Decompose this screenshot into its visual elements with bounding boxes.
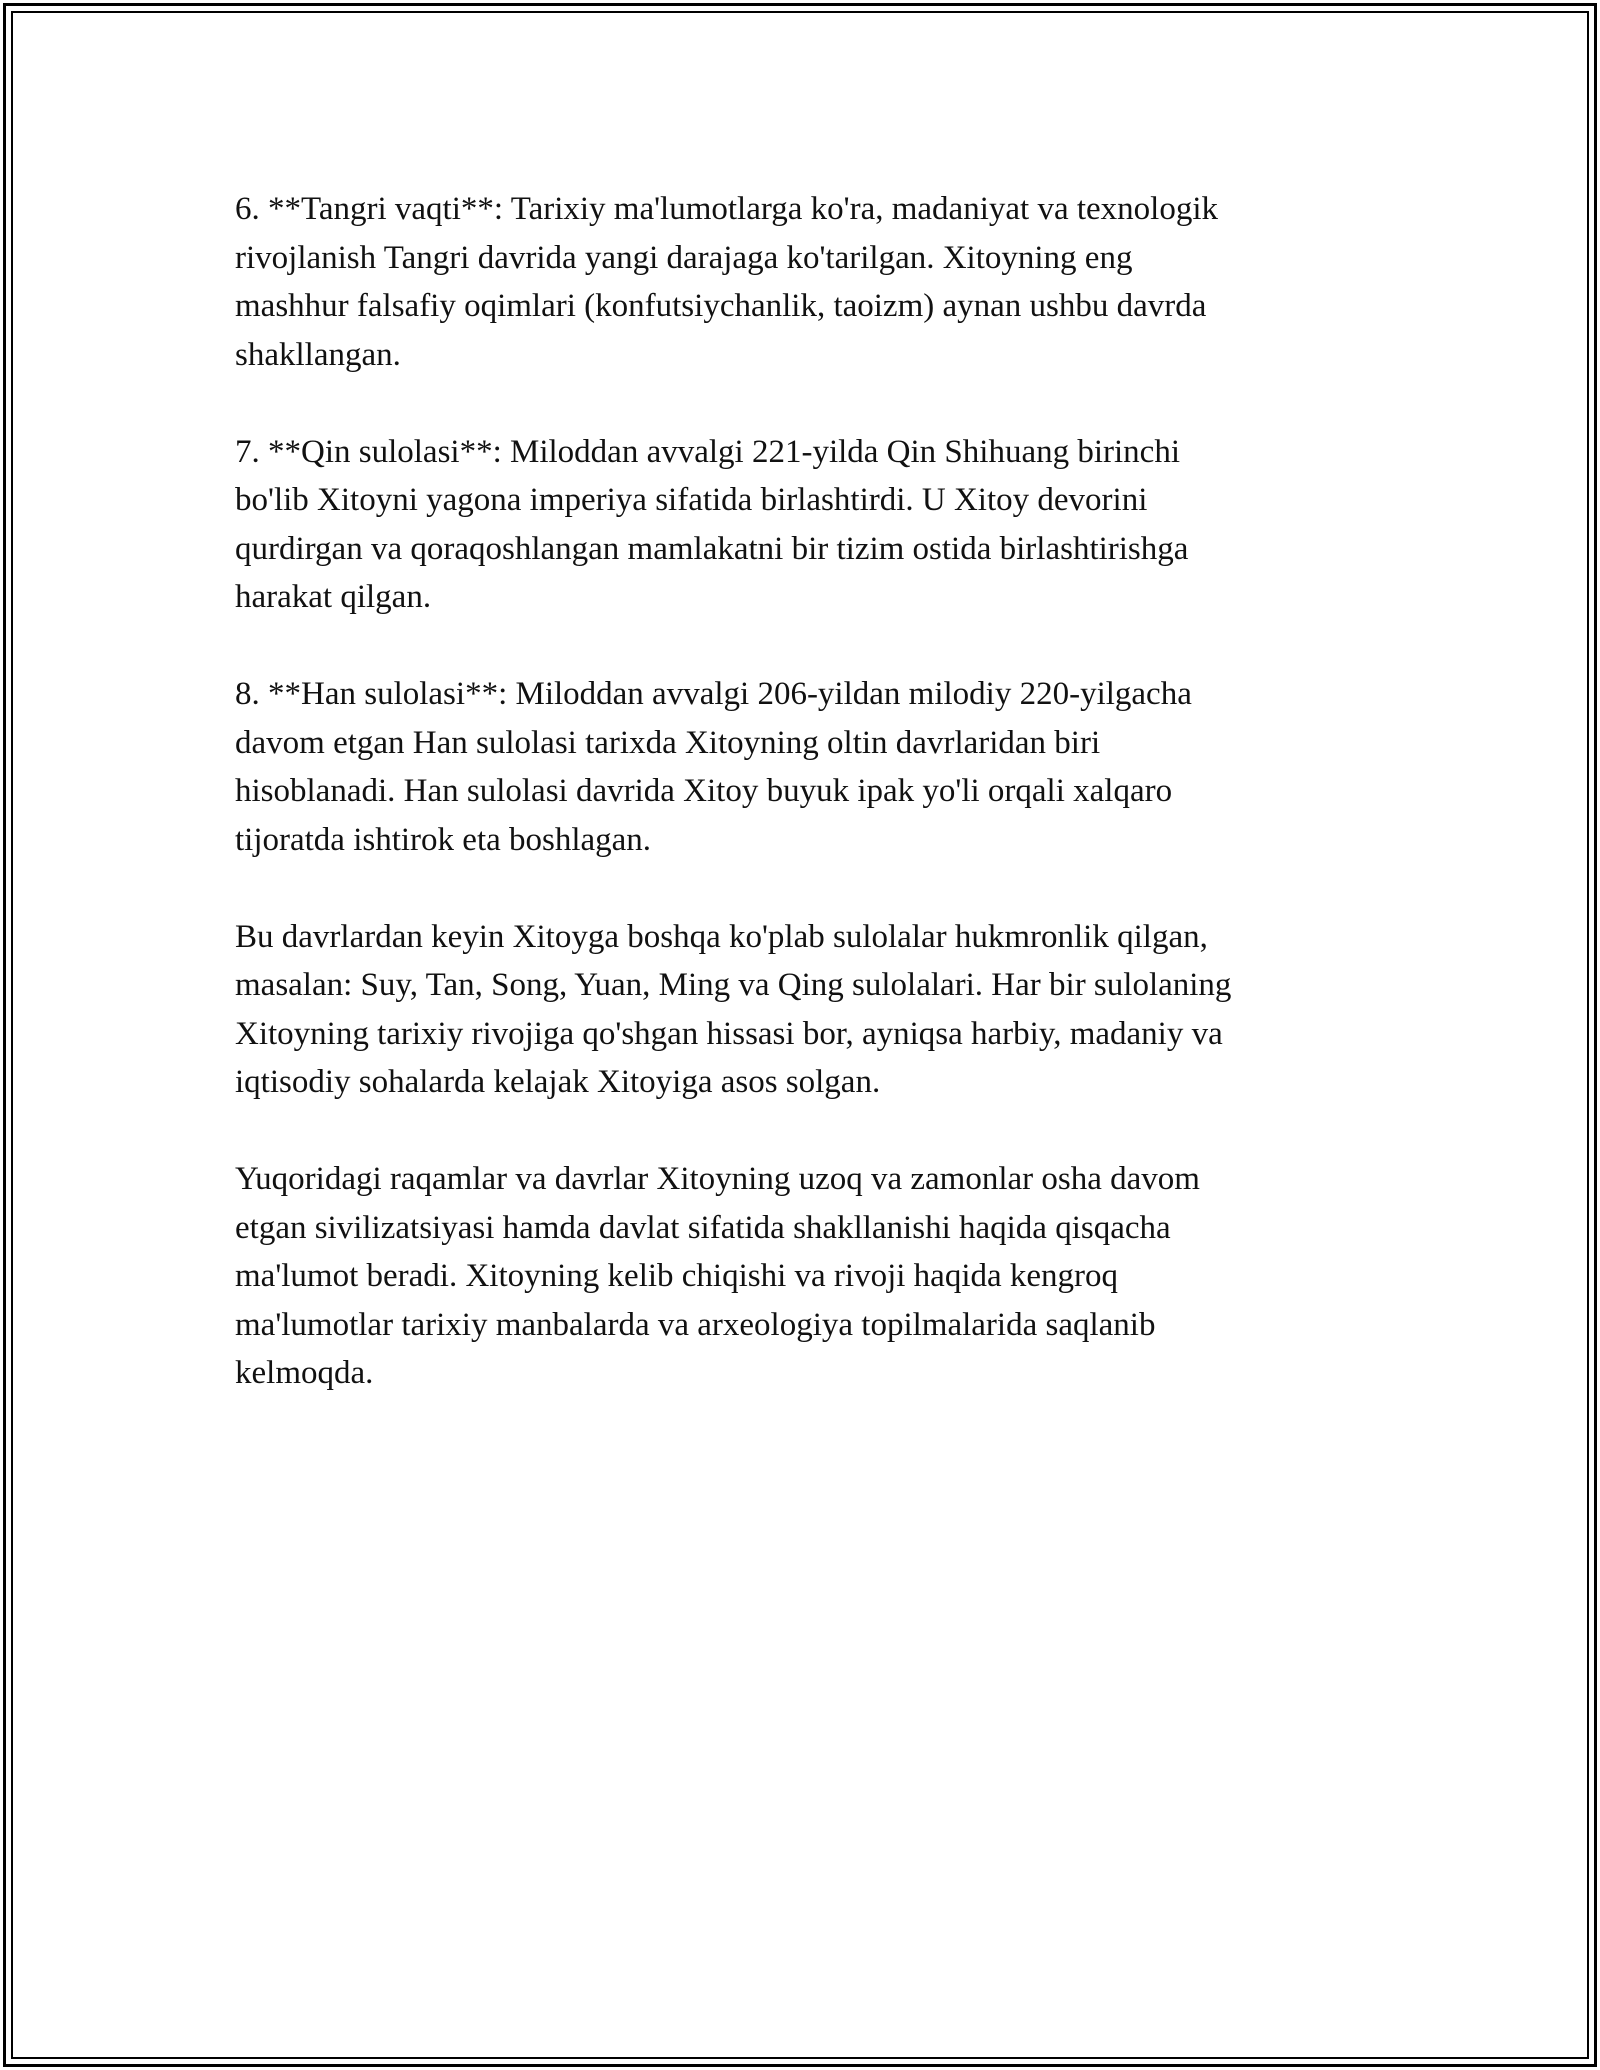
text-line: Yuqoridagi raqamlar va davrlar Xitoyning uzoq va zamonlar osha davom [235, 1161, 1200, 1197]
paragraph-tangri-vaqti [235, 185, 1365, 379]
text-line: 7. **Qin sulolasi**: Miloddan avvalgi 221-yilda Qin Shihuang birinchi [235, 433, 1180, 470]
text-line: etgan sivilizatsiyasi hamda davlat sifatida shakllanishi haqida qisqacha [235, 1209, 1171, 1246]
text-line: tijoratda ishtirok eta boshlagan. [235, 821, 652, 858]
paragraph-xulosa [235, 1155, 1365, 1398]
paragraph-keyingi-sulolalar [235, 913, 1365, 1107]
text-line: 6. **Tangri vaqti**: Tarixiy ma'lumotlarga ko'ra, madaniyat va texnologik [235, 191, 1218, 227]
paragraph-qin-sulolasi [235, 428, 1365, 622]
text-line: qurdirgan va qoraqoshlangan mamlakatni bir tizim ostida birlashtirishga [235, 530, 1189, 567]
text-line: masalan: Suy, Tan, Song, Yuan, Ming va Qing sulolalari. Har bir sulolaning [235, 967, 1232, 1003]
text-line: hisoblanadi. Han sulolasi davrida Xitoy buyuk ipak yo'li orqali xalqaro [235, 773, 1173, 809]
text-line: kelmoqda. [235, 1355, 374, 1391]
text-line: ma'lumotlar tarixiy manbalarda va arxeologiya topilmalarida saqlanib [235, 1306, 1156, 1343]
text-line: davom etgan Han sulolasi tarixda Xitoyning oltin davrlaridan biri [235, 724, 1101, 761]
text-line: rivojlanish Tangri davrida yangi darajaga ko'tarilgan. Xitoyning eng [235, 239, 1133, 276]
text-line: iqtisodiy sohalarda kelajak Xitoyiga asos solgan. [235, 1064, 881, 1100]
paragraph-han-sulolasi [235, 670, 1365, 864]
text-line: bo'lib Xitoyni yagona imperiya sifatida birlashtirdi. U Xitoy devorini [235, 482, 1148, 518]
text-line: shakllangan. [235, 336, 401, 373]
text-line: Xitoyning tarixiy rivojiga qo'shgan hissasi bor, ayniqsa harbiy, madaniy va [235, 1015, 1223, 1052]
text-line: mashhur falsafiy oqimlari (konfutsiychanlik, taoizm) aynan ushbu davrda [235, 288, 1207, 324]
text-line: ma'lumot beradi. Xitoyning kelib chiqishi va rivoji haqida kengroq [235, 1258, 1119, 1294]
document-body [235, 185, 1365, 1446]
text-line: 8. **Han sulolasi**: Miloddan avvalgi 206-yildan milodiy 220-yilgacha [235, 676, 1192, 712]
text-line: Bu davrlardan keyin Xitoyga boshqa ko'plab sulolalar hukmronlik qilgan, [235, 918, 1208, 955]
text-line: harakat qilgan. [235, 579, 432, 615]
